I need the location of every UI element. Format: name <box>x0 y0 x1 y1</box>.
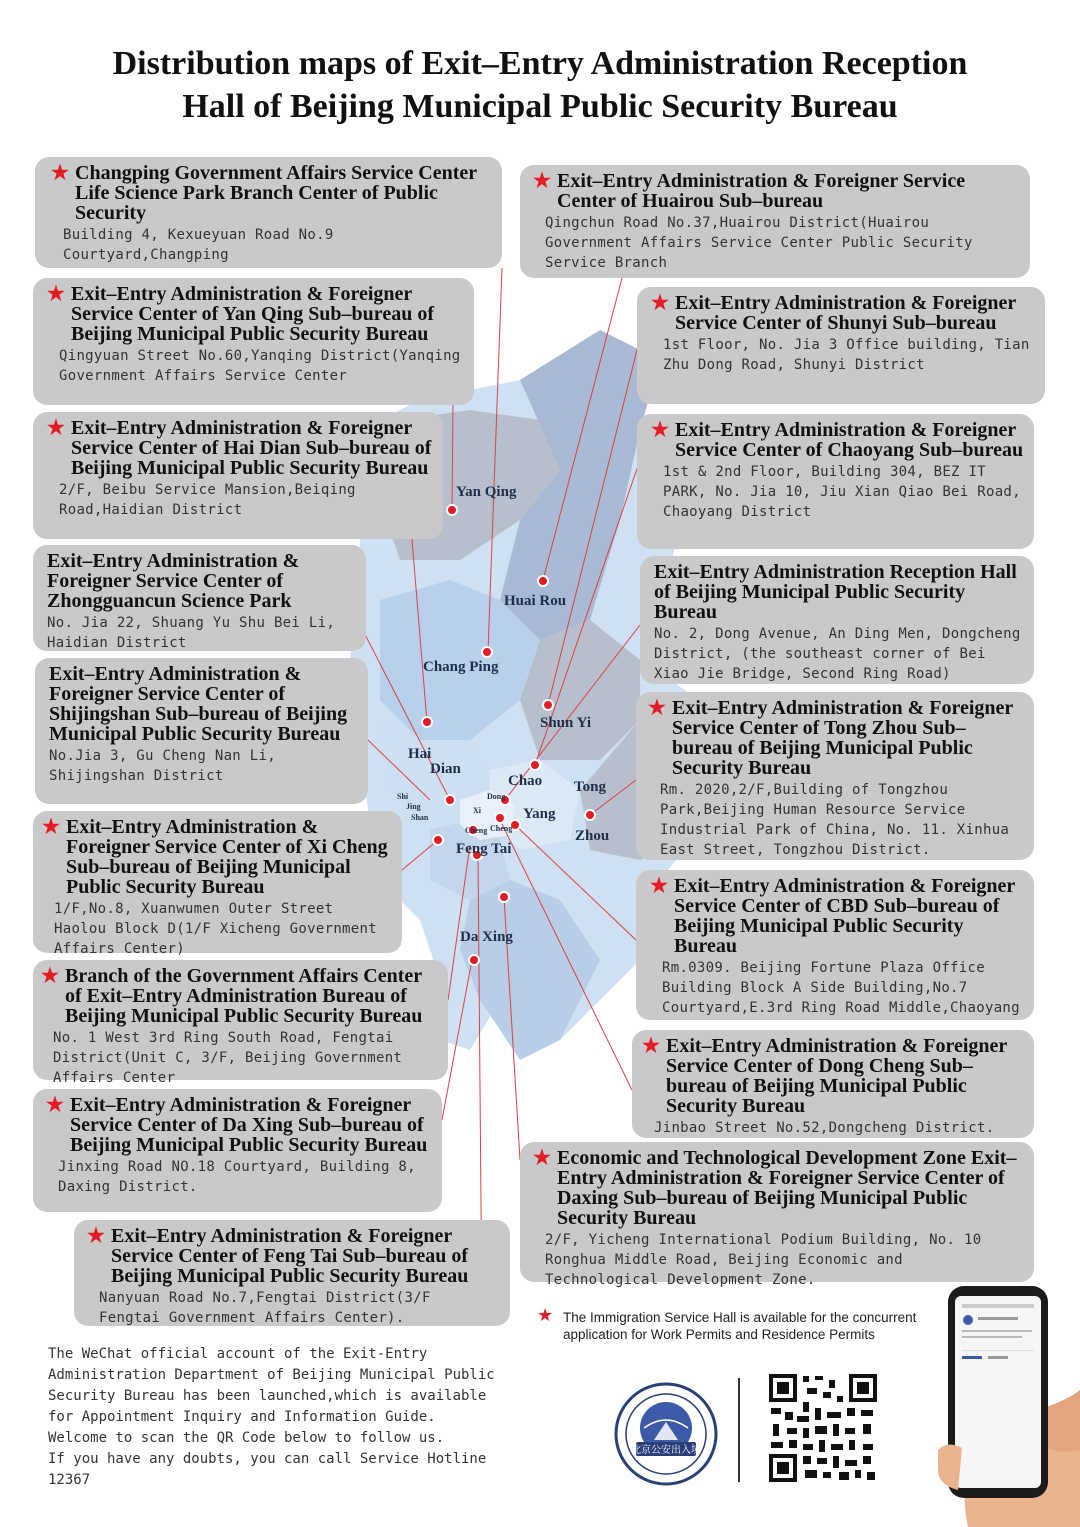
wechat-info <box>48 1344 528 1491</box>
location-card-fengtai <box>74 1220 510 1326</box>
location-name: Exit–Entry Administration & Foreigner Service Center of Huairou Sub–bureau <box>557 170 966 212</box>
location-card-etdz <box>520 1142 1034 1288</box>
dot-etdz <box>499 892 509 902</box>
location-card-reception-hall <box>640 556 1034 684</box>
location-name: Economic and Technological Development Zone Exit–Entry Administration & Foreigner Service Center of Daxing Sub–bureau of Beijing Municipal Public Security Bureau <box>557 1147 1017 1229</box>
location-address: Building 4, Kexueyuan Road No.9 Courtyard,Changping <box>63 227 334 263</box>
title-line-2: Hall of Beijing Municipal Public Security Bureau <box>182 88 898 125</box>
location-address: No.Jia 3, Gu Cheng Nan Li, Shijingshan District <box>49 748 276 784</box>
location-card-cbd <box>636 870 1034 1020</box>
label-jing: Jing <box>406 802 421 811</box>
star-icon: ★ <box>51 162 69 184</box>
dot-huairou <box>538 576 548 586</box>
location-address: Rm.0309. Beijing Fortune Plaza Office Building Block A Side Building,No.7 Courtyard,E.3rd Ring Road Middle,Chaoyang <box>662 960 1020 1016</box>
wechat-line: for Appointment Inquiry and Information Guide. <box>48 1409 436 1425</box>
location-name: Exit–Entry Administration & Foreigner Service Center of Yan Qing Sub–bureau of Beijing Municipal Public Security Bureau <box>71 283 434 345</box>
wechat-line: 12367 <box>48 1472 91 1488</box>
location-name: Exit–Entry Administration Reception Hall of Beijing Municipal Public Security Bureau <box>654 561 1017 623</box>
label-haidian-2: Dian <box>430 761 461 777</box>
location-card-shunyi <box>637 287 1045 404</box>
star-icon: ★ <box>648 697 666 719</box>
wechat-line: Security Bureau has been launched,which is available <box>48 1388 487 1404</box>
label-tongzhou-2: Zhou <box>575 828 610 844</box>
label-daxing: Da Xing <box>460 929 513 945</box>
label-huairou: Huai Rou <box>504 593 567 609</box>
label-changping: Chang Ping <box>423 659 499 675</box>
wechat-line: Administration Department of Beijing Municipal Public <box>48 1367 495 1383</box>
logo-divider <box>738 1378 740 1482</box>
location-address: 1/F,No.8, Xuanwumen Outer Street Haolou Block D(1/F Xicheng Government Affairs Center) <box>54 901 377 957</box>
location-address: Rm. 2020,2/F,Building of Tongzhou Park,Beijing Human Resource Service Industrial Park of China, No. 11. Xinhua East Street, Tongzhou District. <box>660 782 1010 858</box>
location-name: Exit–Entry Administration & Foreigner Service Center of Shijingshan Sub–bureau of Beijing Municipal Public Security Bureau <box>49 663 348 745</box>
star-icon: ★ <box>87 1225 105 1247</box>
location-name: Exit–Entry Administration & Foreigner Service Center of Shunyi Sub–bureau <box>675 292 1016 334</box>
location-card-chaoyang <box>637 414 1034 549</box>
location-address: 2/F, Yicheng International Podium Building, No. 10 Ronghua Middle Road, Beijing Economic and Technological Development Zone. <box>545 1232 982 1288</box>
location-address: 1st Floor, No. Jia 3 Office building, Tian Zhu Dong Road, Shunyi District <box>663 337 1030 373</box>
label-xi: Xi <box>473 806 481 815</box>
location-card-huairou <box>520 165 1030 278</box>
dot-chaoyang <box>530 760 540 770</box>
star-icon: ★ <box>47 283 65 305</box>
location-address: Nanyuan Road No.7,Fengtai District(3/F Fengtai Government Affairs Center). <box>99 1290 431 1326</box>
label-shan: Shan <box>411 813 429 822</box>
location-address: Qingchun Road No.37,Huairou District(Huairou Government Affairs Service Center Public Security Service Branch <box>545 215 973 271</box>
dot-tongzhou <box>585 810 595 820</box>
location-card-haidian <box>33 412 443 539</box>
logo-text: 北京公安出入境 <box>631 1445 701 1456</box>
police-logo-icon <box>614 1382 718 1486</box>
location-address: Jinxing Road NO.18 Courtyard, Building 8, Daxing District. <box>58 1159 416 1195</box>
star-icon: ★ <box>650 875 668 897</box>
wechat-line: The WeChat official account of the Exit-Entry <box>48 1346 428 1362</box>
qr-code[interactable] <box>767 1372 879 1484</box>
location-name: Exit–Entry Administration & Foreigner Service Center of Hai Dian Sub–bureau of Beijing Municipal Public Security Bureau <box>71 417 432 479</box>
title-line-1: Distribution maps of Exit–Entry Administration Reception <box>112 45 968 82</box>
star-icon: ★ <box>651 419 669 441</box>
location-name: Exit–Entry Administration & Foreigner Service Center of Da Xing Sub–bureau of Beijing Municipal Public Security Bureau <box>70 1094 428 1156</box>
location-name: Exit–Entry Administration & Foreigner Service Center of Zhongguancun Science Park <box>47 550 300 612</box>
label-tongzhou-1: Tong <box>574 779 606 795</box>
label-cheng-d: Cheng <box>490 824 513 833</box>
location-name: Changping Government Affairs Service Center Life Science Park Branch Center of Public Security <box>75 162 477 224</box>
dot-zhongguancun <box>445 795 455 805</box>
location-address: Jinbao Street No.52,Dongcheng District. <box>654 1120 995 1136</box>
label-chaoyang-1: Chao <box>508 773 543 789</box>
star-icon: ★ <box>533 170 551 192</box>
location-address: No. 1 West 3rd Ring South Road, Fengtai District(Unit C, 3/F, Beijing Government Affairs Center <box>53 1030 403 1086</box>
dot-yanqing <box>447 505 457 515</box>
label-fengtai: Feng Tai <box>456 841 512 857</box>
label-shi: Shi <box>397 792 409 801</box>
location-card-yanqing <box>33 278 474 405</box>
phone-in-hand-icon <box>918 1280 1080 1527</box>
location-card-changping-lsp <box>35 157 502 268</box>
label-yanqing: Yan Qing <box>456 484 517 500</box>
star-icon: ★ <box>46 1094 64 1116</box>
location-card-daxing <box>33 1089 442 1212</box>
location-card-gov-affairs-branch <box>33 960 448 1086</box>
location-card-shijingshan <box>35 658 368 804</box>
dot-core-2 <box>495 813 505 823</box>
label-dong: Dong <box>487 792 506 801</box>
location-name: Branch of the Government Affairs Center of Exit–Entry Administration Bureau of Beijing Municipal Public Security Bureau <box>65 965 423 1027</box>
location-address: 1st & 2nd Floor, Building 304, BEZ IT PARK, No. Jia 10, Jiu Xian Qiao Bei Road, Chaoyang District <box>663 464 1021 520</box>
location-card-zhongguancun <box>33 545 366 651</box>
dot-xicheng <box>433 835 443 845</box>
location-name: Exit–Entry Administration & Foreigner Service Center of Chaoyang Sub–bureau <box>675 419 1024 461</box>
location-name: Exit–Entry Administration & Foreigner Service Center of Dong Cheng Sub–bureau of Beijing Municipal Public Security Bureau <box>666 1035 1007 1117</box>
dot-daxing <box>469 955 479 965</box>
location-card-tongzhou <box>636 692 1034 860</box>
label-chaoyang-2: Yang <box>523 806 556 822</box>
star-icon: ★ <box>47 417 65 439</box>
location-address: No. Jia 22, Shuang Yu Shu Bei Li, Haidian District <box>47 615 336 651</box>
legend-note <box>537 1305 943 1343</box>
location-card-dongcheng <box>632 1030 1034 1138</box>
star-icon: ★ <box>533 1147 551 1169</box>
legend-note-text: The Immigration Service Hall is available for the concurrent application for Work Permits and Residence Permits <box>563 1310 917 1342</box>
location-address: No. 2, Dong Avenue, An Ding Men, Dongcheng District, (the southeast corner of Bei Xiao Jie Bridge, Second Ring Road) <box>654 626 1021 682</box>
location-address: Qingyuan Street No.60,Yanqing District(Yanqing Government Affairs Service Center <box>59 348 461 384</box>
location-address: 2/F, Beibu Service Mansion,Beiqing Road,Haidian District <box>59 482 356 518</box>
wechat-line: Welcome to scan the QR Code below to follow us. <box>48 1430 445 1446</box>
location-name: Exit–Entry Administration & Foreigner Service Center of Tong Zhou Sub–bureau of Beijing Municipal Public Security Bureau <box>672 697 1013 779</box>
star-icon: ★ <box>537 1305 554 1325</box>
label-shunyi: Shun Yi <box>540 715 592 731</box>
star-icon: ★ <box>651 292 669 314</box>
star-icon: ★ <box>42 816 60 838</box>
location-name: Exit–Entry Administration & Foreigner Service Center of Xi Cheng Sub–bureau of Beijing Municipal Public Security Bureau <box>66 816 388 898</box>
dot-shunyi <box>543 700 553 710</box>
label-haidian-1: Hai <box>408 746 432 762</box>
location-card-xicheng <box>33 811 402 957</box>
star-icon: ★ <box>642 1035 660 1057</box>
label-cheng-x: Cheng <box>465 826 488 835</box>
wechat-line: If you have any doubts, you can call Service Hotline <box>48 1451 487 1467</box>
dot-haidian <box>422 717 432 727</box>
location-name: Exit–Entry Administration & Foreigner Service Center of Feng Tai Sub–bureau of Beijing Municipal Public Security Bureau <box>111 1225 469 1287</box>
location-name: Exit–Entry Administration & Foreigner Service Center of CBD Sub–bureau of Beijing Municipal Public Security Bureau <box>674 875 1015 957</box>
dot-changping-lsp <box>482 647 492 657</box>
star-icon: ★ <box>41 965 59 987</box>
